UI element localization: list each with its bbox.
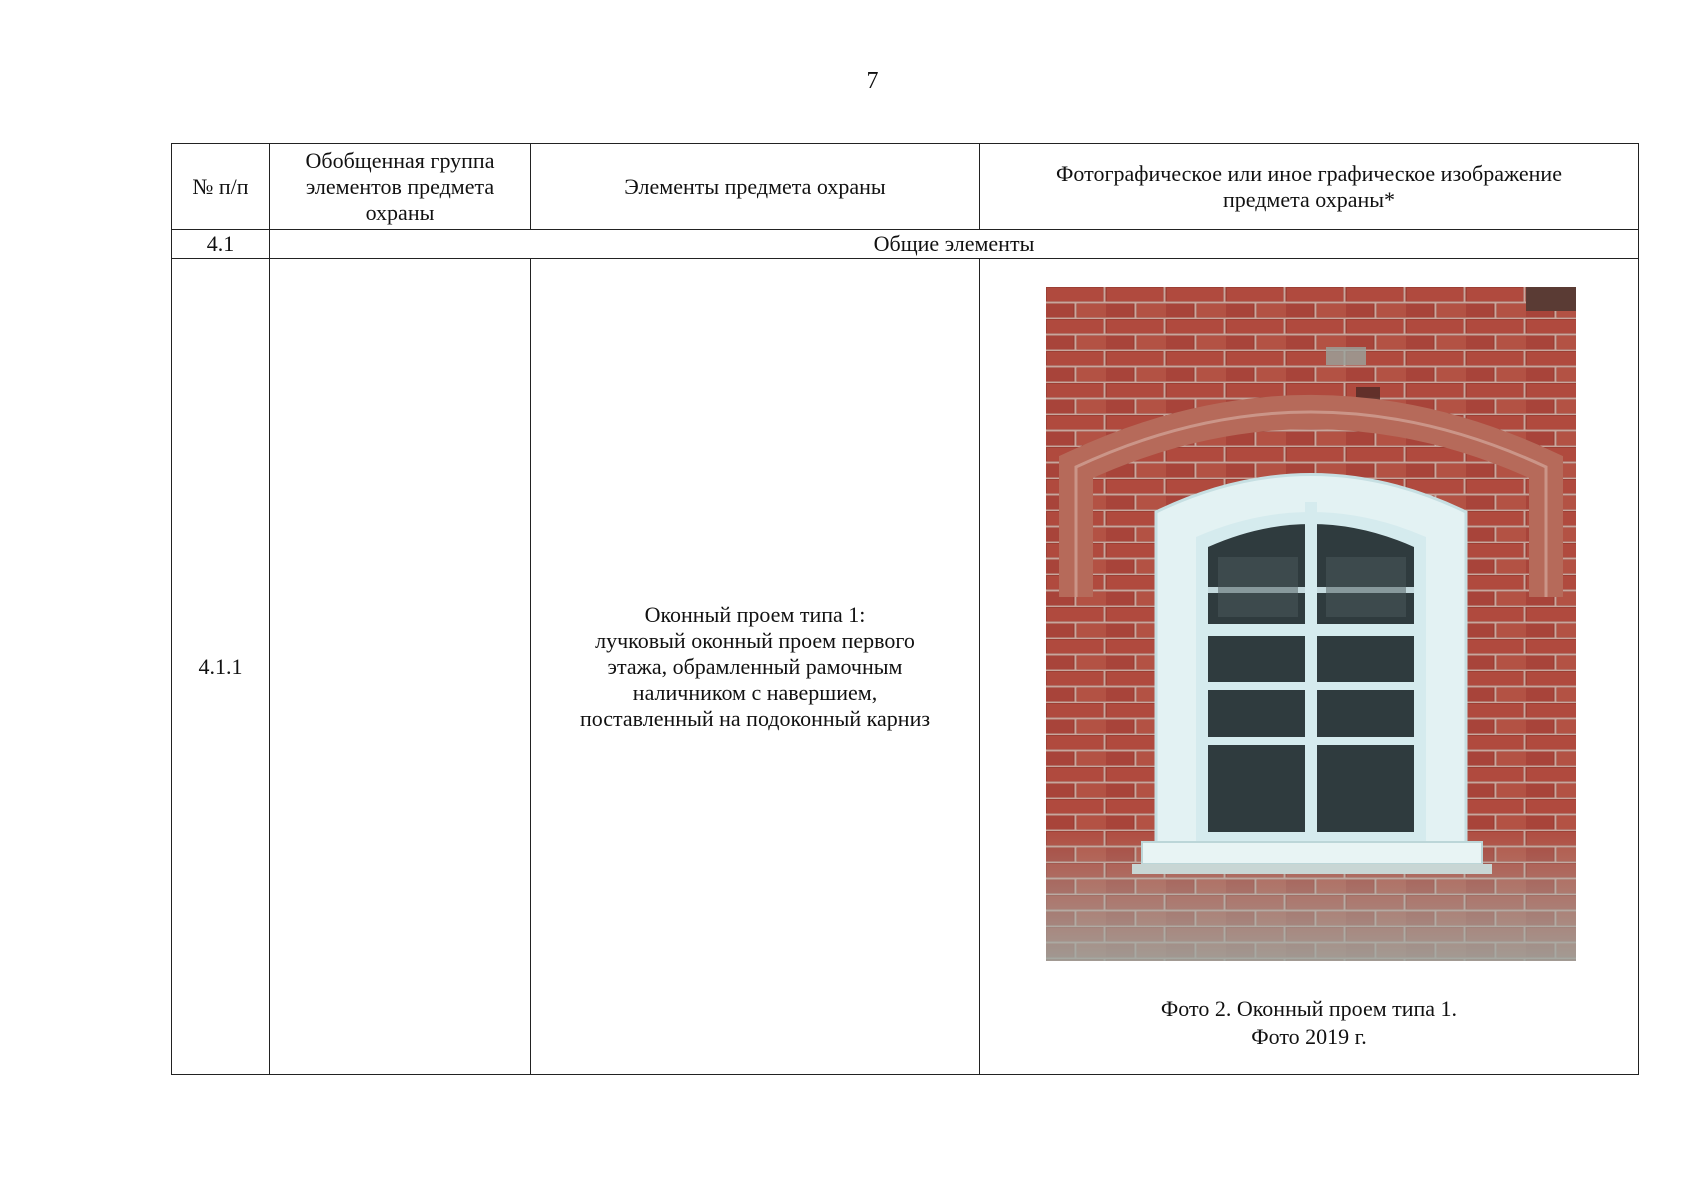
window-photo-illustration: [1046, 287, 1576, 961]
page-number: 7: [866, 68, 879, 94]
row-photo-cell: [980, 259, 1639, 1075]
header-elements: Элементы предмета охраны: [531, 144, 980, 230]
section-title: Общие элементы: [270, 230, 1639, 259]
window-photo: [1046, 287, 1576, 961]
section-num: 4.1: [172, 230, 270, 259]
header-num: № п/п: [172, 144, 270, 230]
description-line: наличником с навершием,: [632, 679, 878, 705]
photo-caption: [980, 995, 1638, 1051]
header-image: Фотографическое или иное графическое изображение предмета охраны*: [980, 144, 1639, 230]
description-line: Оконный проем типа 1:: [644, 601, 866, 627]
row-group: [270, 259, 531, 1075]
section-row: [172, 230, 1639, 259]
header-group: Обобщенная группа элементов предмета охраны: [270, 144, 531, 230]
description-line: лучковый оконный проем первого: [595, 627, 915, 653]
table-row: [172, 259, 1639, 1075]
row-num: 4.1.1: [172, 259, 270, 1075]
caption-line: Фото 2019 г.: [1251, 1024, 1367, 1049]
caption-line: Фото 2. Оконный проем типа 1.: [1160, 996, 1458, 1021]
description-line: поставленный на подоконный карниз: [579, 705, 931, 731]
row-description: [531, 259, 980, 1075]
table-header-row: [172, 144, 1639, 230]
protection-table: [171, 143, 1639, 1075]
description-line: этажа, обрамленный рамочным: [607, 653, 903, 679]
